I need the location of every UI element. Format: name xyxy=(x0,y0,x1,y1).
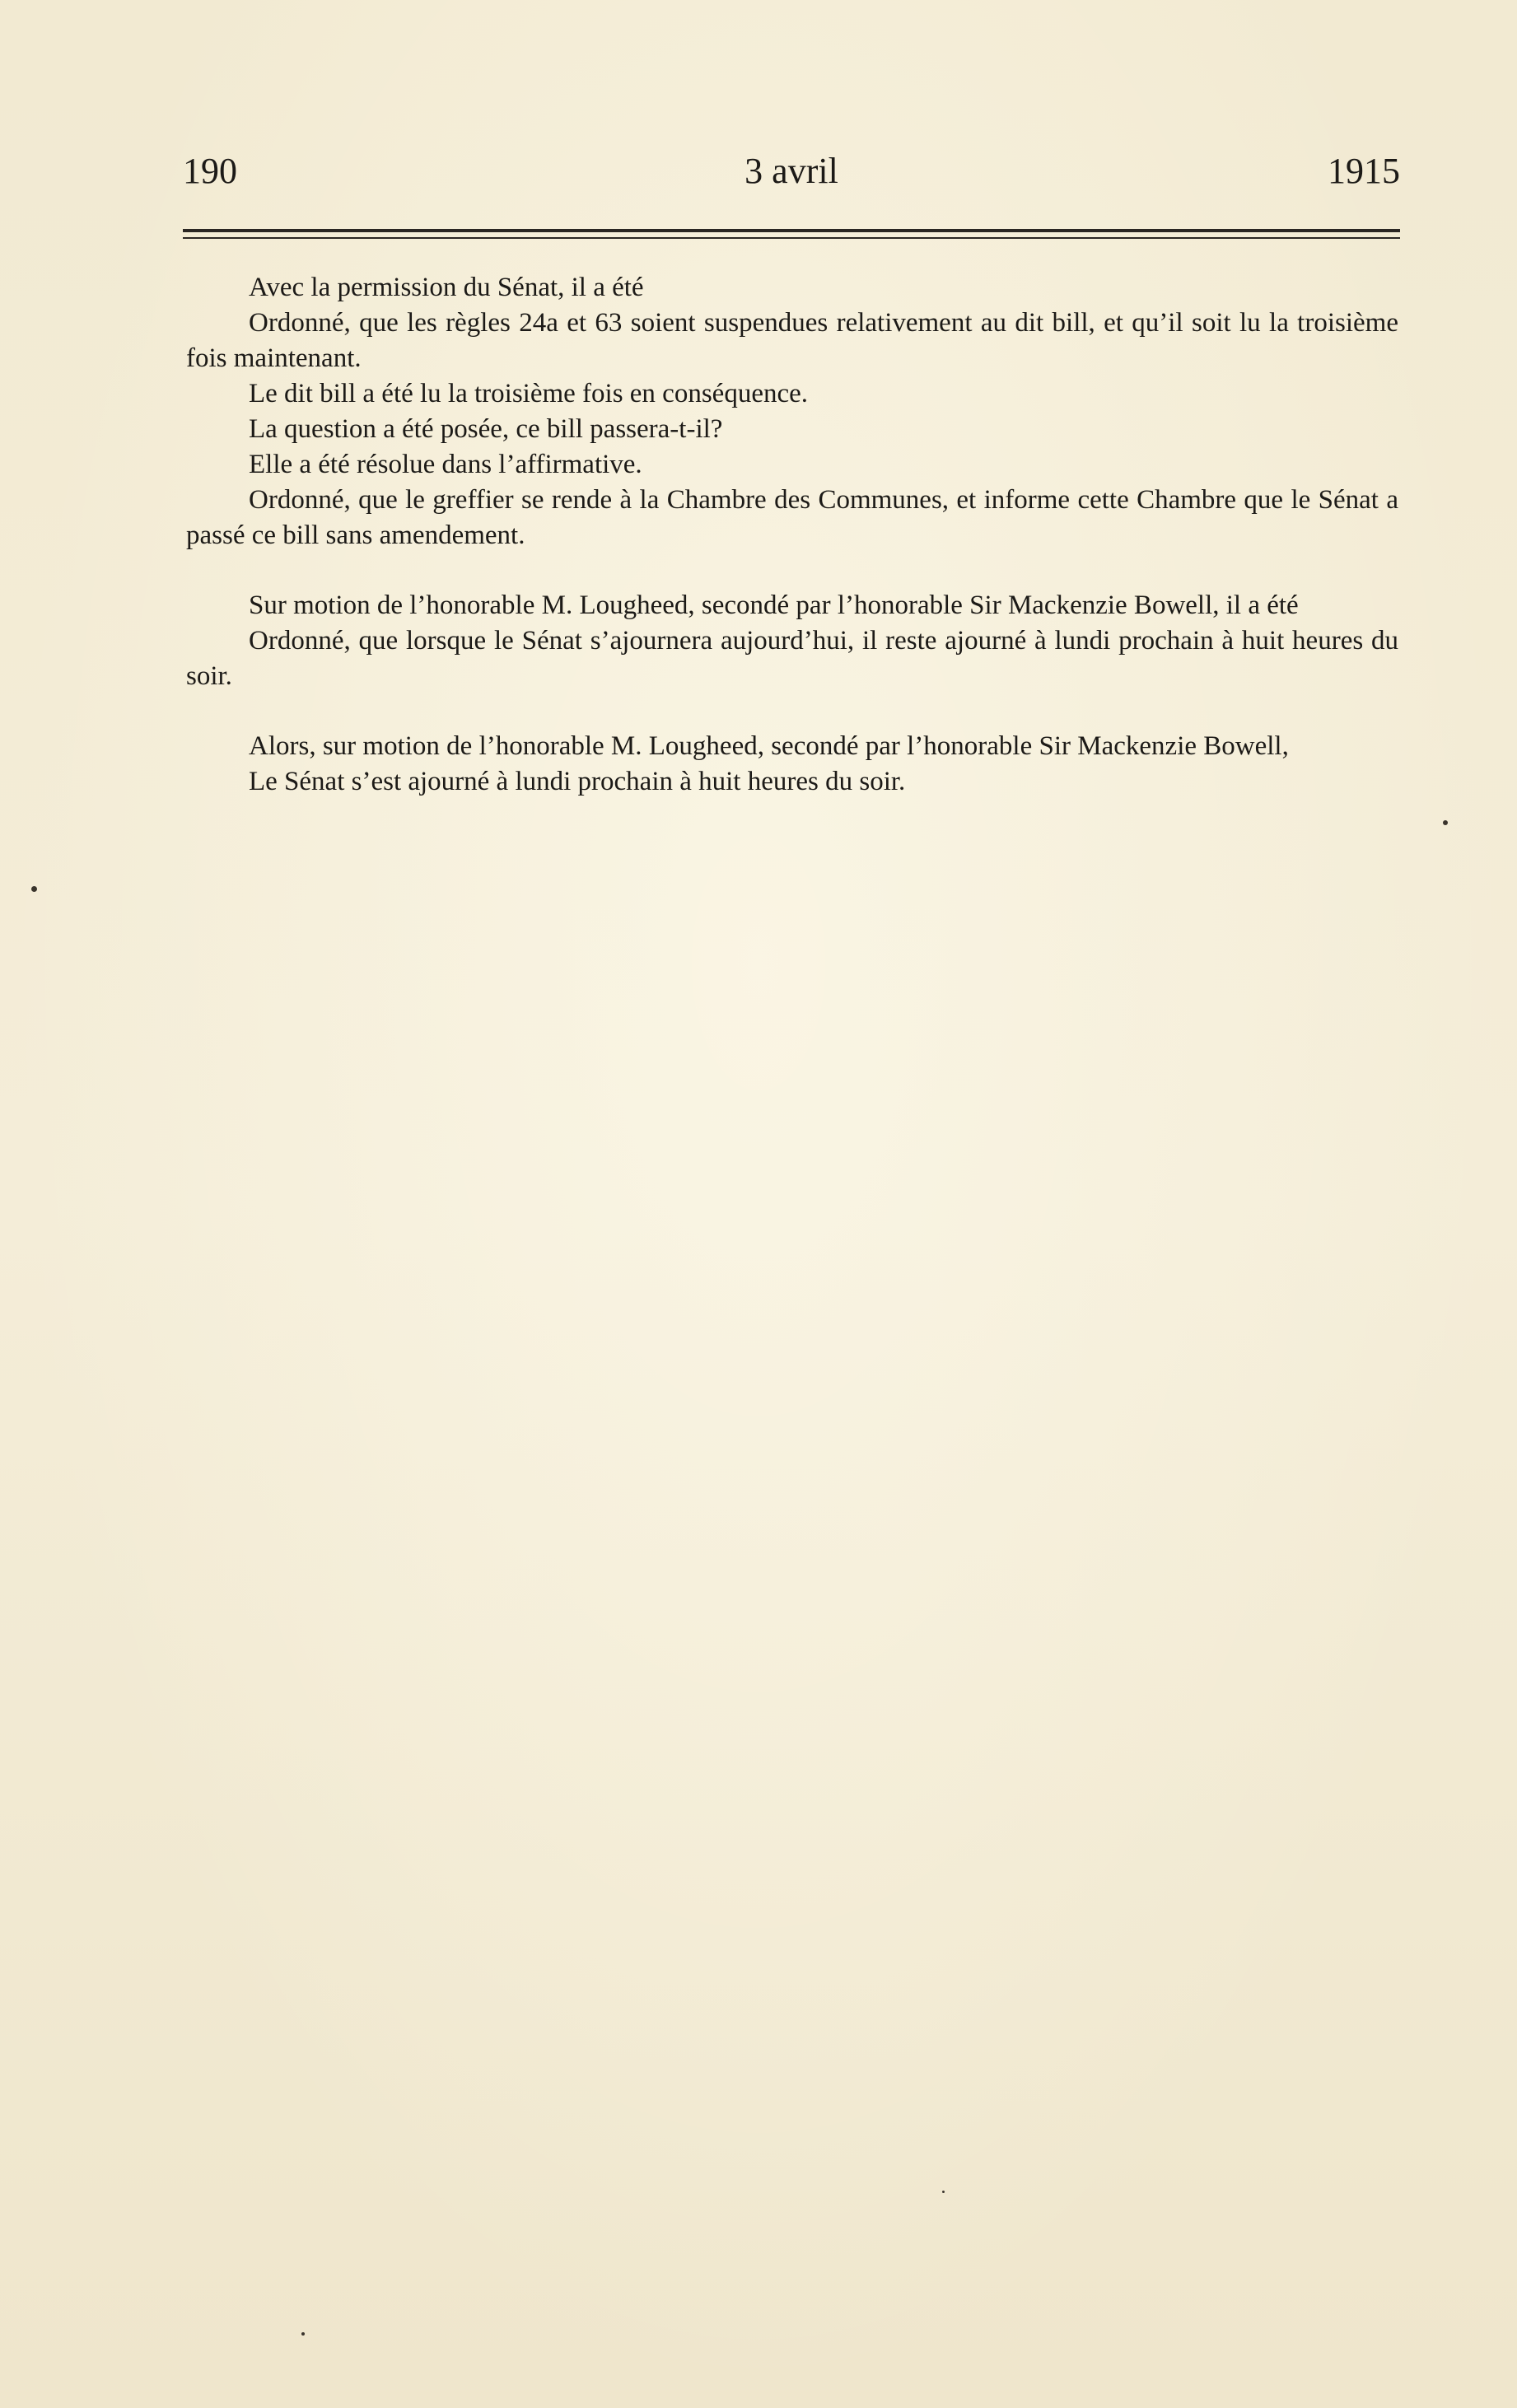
paragraph: Elle a été résolue dans l’affirmative. xyxy=(249,450,642,479)
paper-speck xyxy=(301,2332,305,2336)
paragraph-gap xyxy=(186,694,1398,729)
header-rule-thin xyxy=(183,237,1400,239)
paragraph: Le dit bill a été lu la troisième fois en conséquence. xyxy=(249,379,809,408)
paragraph-gap xyxy=(186,553,1398,588)
paper-speck xyxy=(942,2191,945,2193)
paragraph: Avec la permission du Sénat, il a été xyxy=(249,273,644,302)
page-number: 190 xyxy=(183,151,237,191)
paragraph: Sur motion de l’honorable M. Lougheed, secondé par l’honorable Sir Mackenzie Bowell, il a été xyxy=(249,590,1299,620)
journal-body xyxy=(186,270,1398,800)
paragraph: Le Sénat s’est ajourné à lundi prochain à huit heures du soir. xyxy=(249,767,906,796)
paragraph: Ordonné, que lorsque le Sénat s’ajournera aujourd’hui, il reste ajourné à lundi prochain à huit heures du soir. xyxy=(186,626,1398,691)
paragraph: La question a été posée, ce bill passera-t-il? xyxy=(249,414,723,444)
page-year: 1915 xyxy=(1328,151,1400,191)
paragraph: Ordonné, que le greffier se rende à la Chambre des Communes, et informe cette Chambre que le Sénat a passé ce bill sans amendement. xyxy=(186,485,1398,550)
header-rule-thick xyxy=(183,229,1400,232)
page-date: 3 avril xyxy=(744,151,838,191)
paper-speck xyxy=(31,886,37,892)
page-header xyxy=(183,147,1400,196)
paragraph: Ordonné, que les règles 24a et 63 soient suspendues relativement au dit bill, et qu’il soit lu la troisième fois maintenant. xyxy=(186,308,1398,373)
paragraph: Alors, sur motion de l’honorable M. Lougheed, secondé par l’honorable Sir Mackenzie Bowell, xyxy=(249,731,1289,761)
paper-speck xyxy=(1443,820,1448,825)
